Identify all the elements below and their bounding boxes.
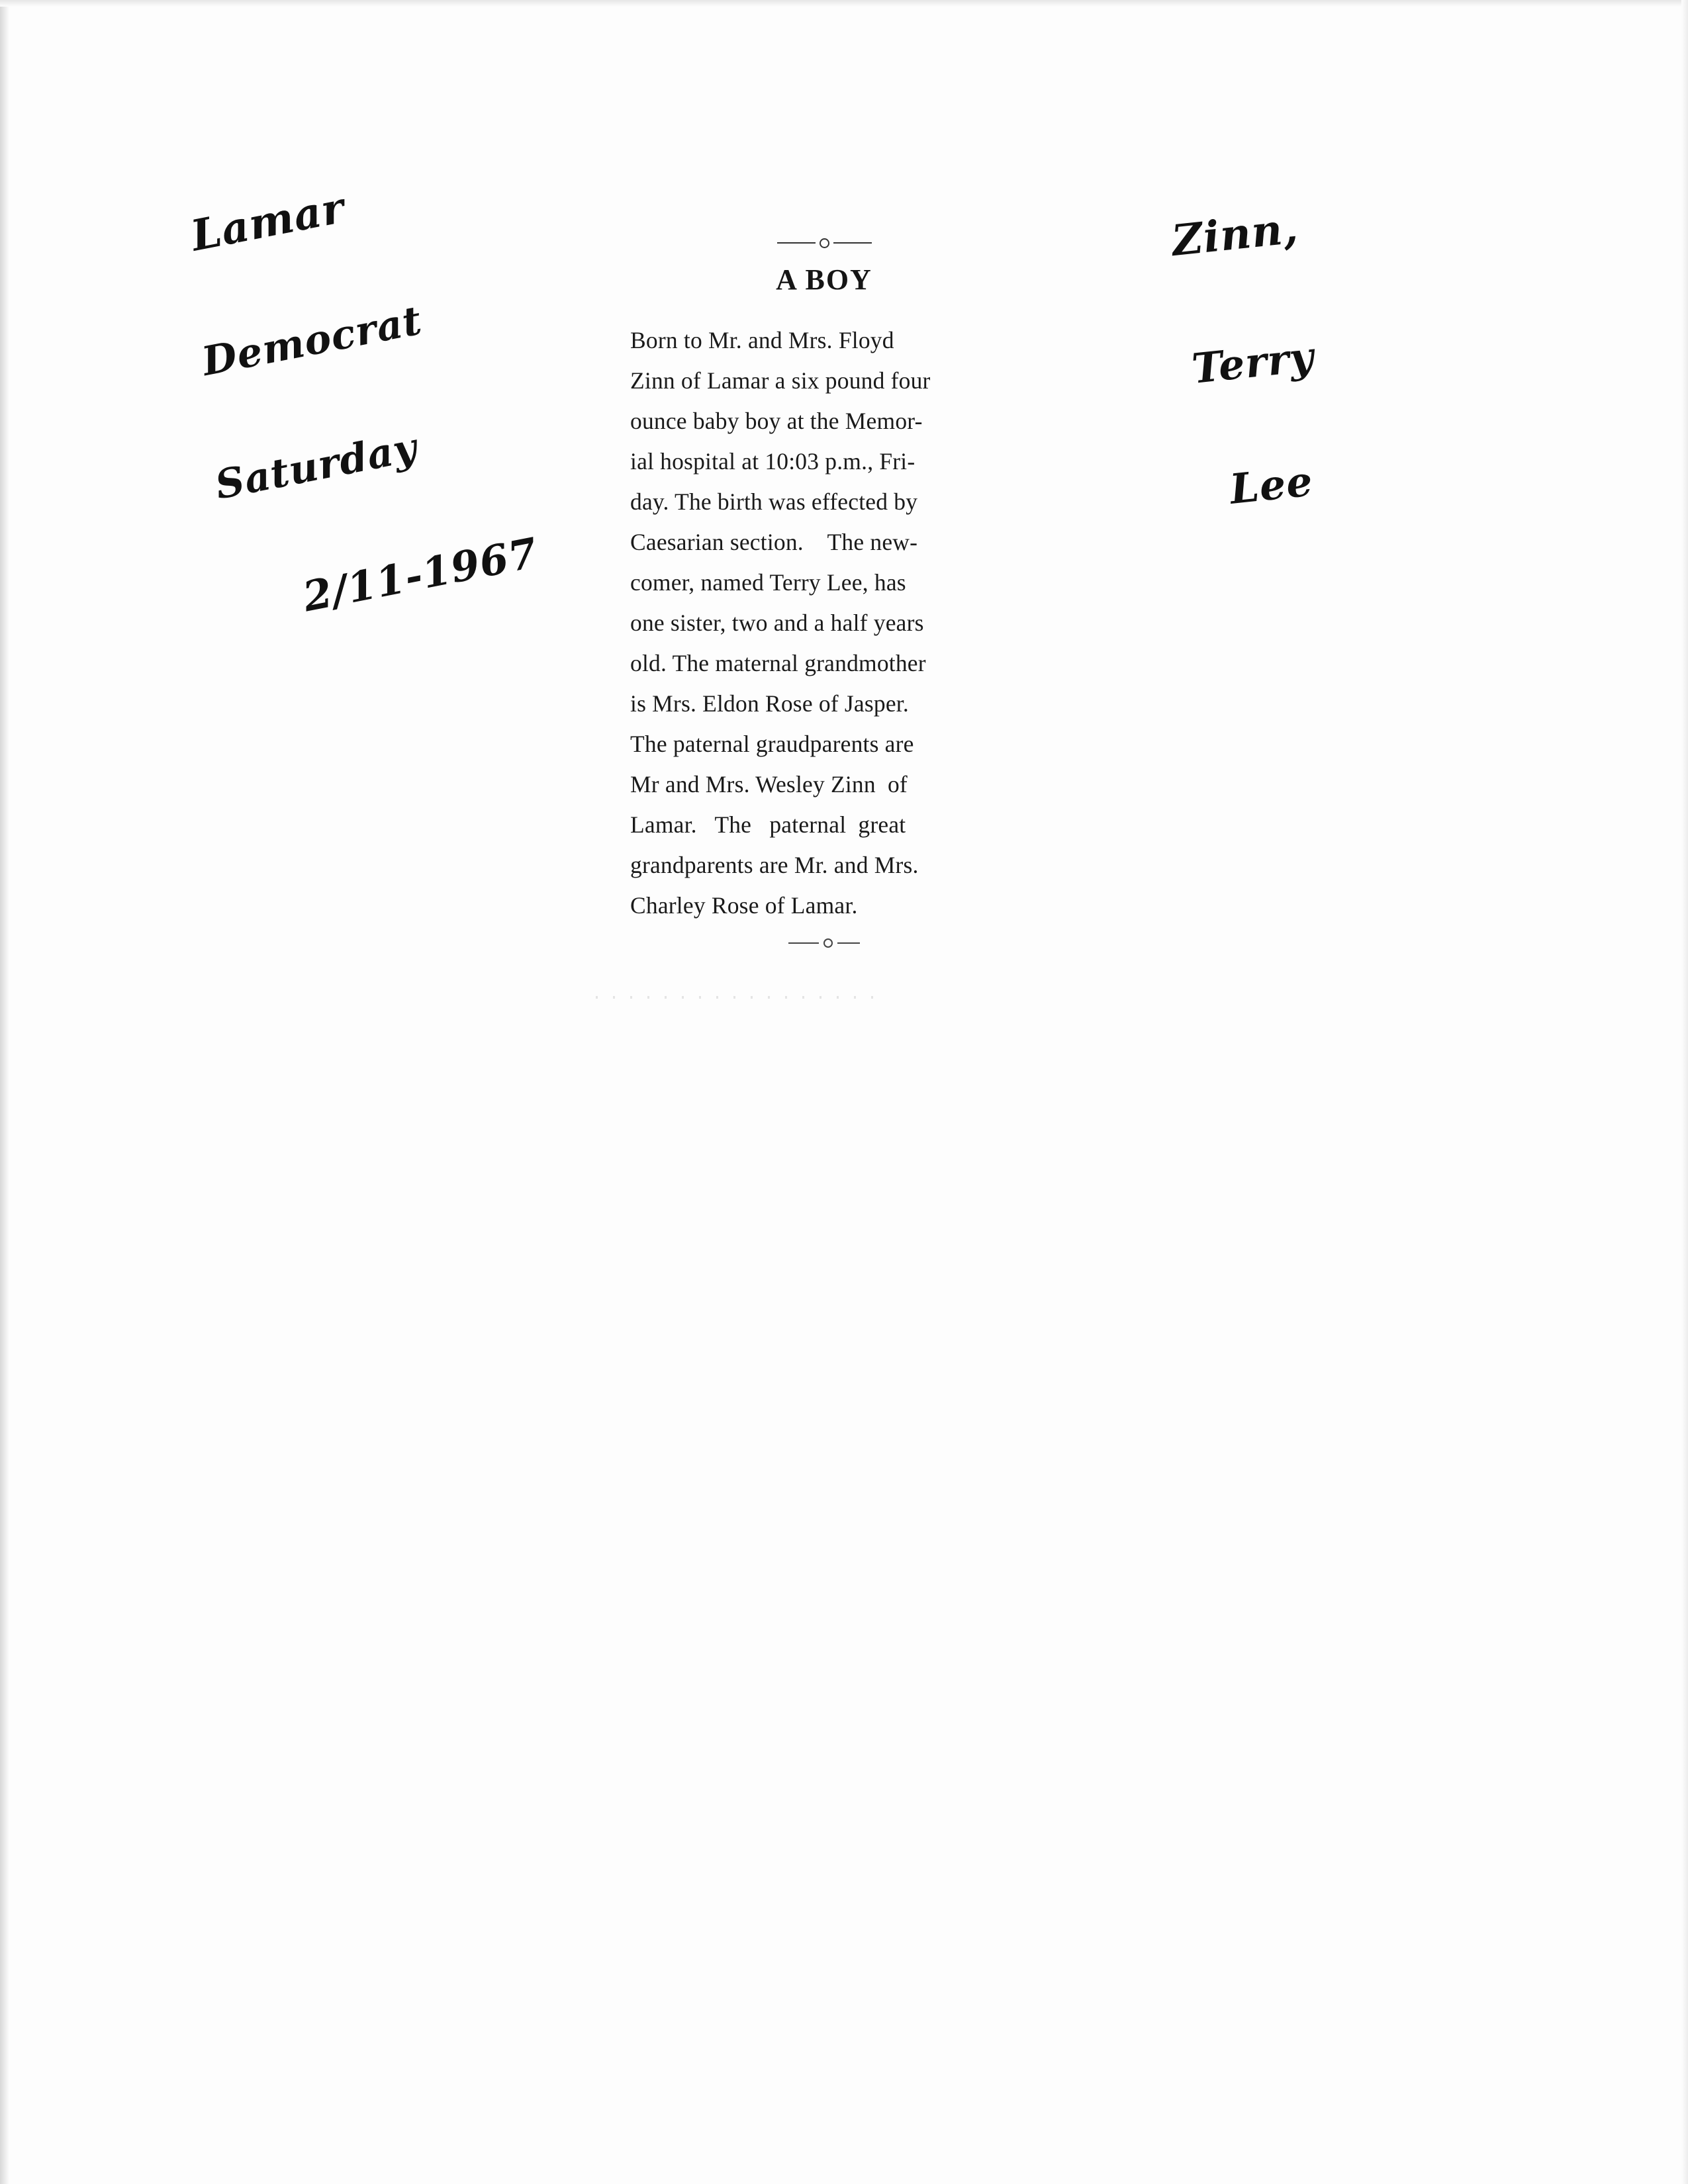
top-divider-rule (596, 235, 1053, 251)
divider-dash-right (837, 942, 860, 944)
scan-speckle-artifact (596, 996, 874, 999)
divider-bullet-icon (823, 938, 833, 948)
bottom-divider-rule (596, 935, 1053, 951)
divider-bullet-icon (820, 238, 829, 248)
newspaper-clipping (596, 235, 1053, 951)
article-line: is Mrs. Eldon Rose of Jasper. (630, 690, 909, 717)
scan-edge-shadow-right (1681, 0, 1688, 2184)
divider-dash-left (777, 242, 816, 244)
article-line: comer, named Terry Lee, has (630, 569, 906, 596)
handwritten-line: Terry (1190, 332, 1317, 393)
article-line: old. The maternal grandmother (630, 650, 926, 676)
article-line: Lamar. The paternal great (630, 811, 906, 838)
article-line: ounce baby boy at the Memor- (630, 408, 923, 434)
divider-dash-right (833, 242, 872, 244)
article-line: grandparents are Mr. and Mrs. (630, 852, 919, 878)
article-line: Mr and Mrs. Wesley Zinn of (630, 771, 908, 797)
handwritten-line: 2/11-1967 (299, 528, 542, 621)
article-line: Caesarian section. The new- (630, 529, 918, 555)
handwritten-line: Saturday (211, 424, 422, 509)
article-line: one sister, two and a half years (630, 610, 924, 636)
article-line: day. The birth was effected by (630, 488, 918, 515)
article-paragraph (596, 320, 1053, 926)
article-line: Born to Mr. and Mrs. Floyd (630, 327, 894, 353)
handwritten-name-note (1161, 120, 1338, 600)
article-line: Charley Rose of Lamar. (630, 892, 858, 919)
handwritten-source-note (165, 77, 558, 712)
headline: A BOY (776, 263, 872, 296)
article-line: Zinn of Lamar a six pound four (630, 367, 931, 394)
article-body (596, 320, 1053, 926)
scan-edge-shadow-left (0, 0, 9, 2184)
handwritten-line: Lee (1227, 457, 1315, 514)
scan-edge-shadow-top (0, 0, 1688, 7)
divider-dash-left (788, 942, 819, 944)
handwritten-line: Democrat (198, 296, 426, 385)
article-line: ial hospital at 10:03 p.m., Fri- (630, 448, 915, 475)
handwritten-line: Lamar (187, 183, 350, 261)
handwritten-line: Zinn, (1169, 203, 1301, 267)
article-line: The paternal graudparents are (630, 731, 914, 757)
